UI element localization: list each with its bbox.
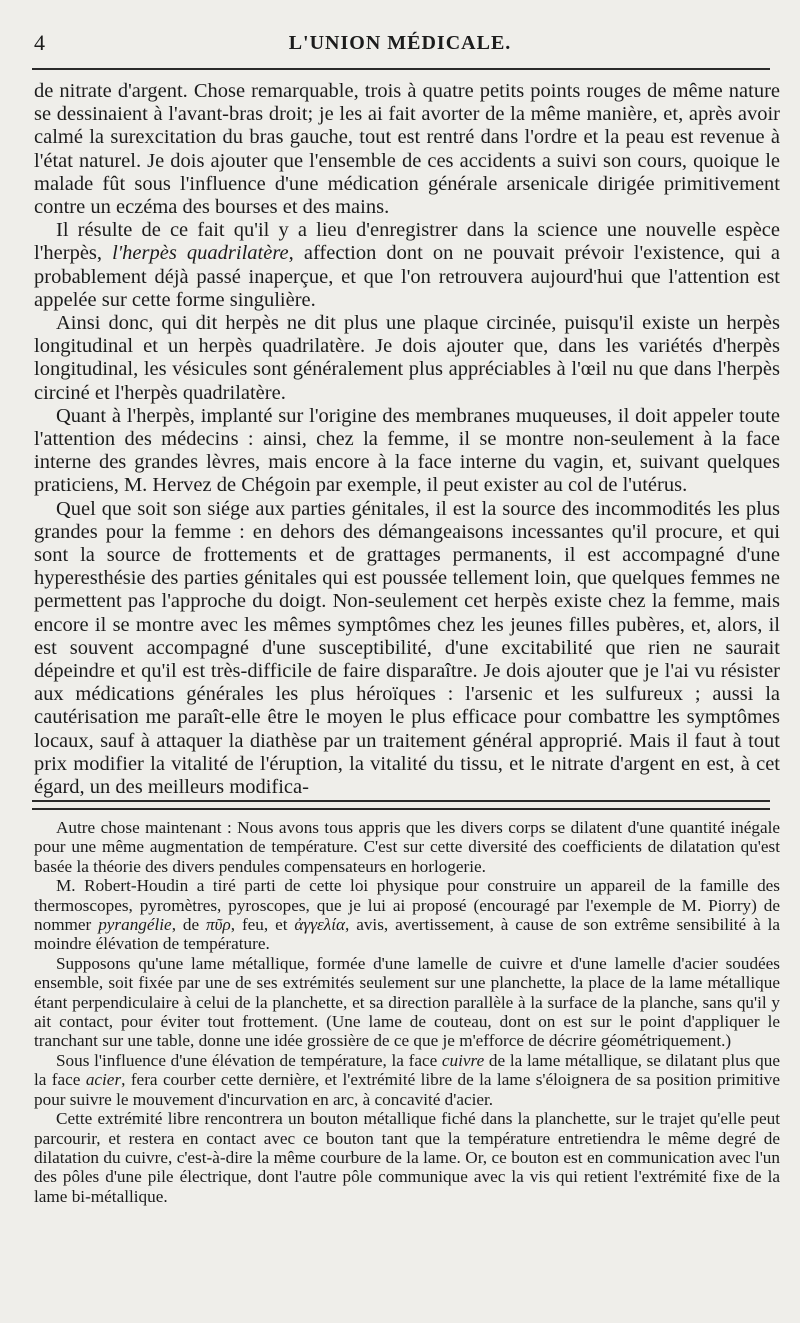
footnote-paragraph: Autre chose maintenant : Nous avons tous appris que les divers corps se dilatent d'une quantité inégale pour une même augmentation de température. C'est sur cette diversité des coefficients de dilatation qu'est basée la théorie des divers pendules compensateurs en horlogerie. <box>34 818 780 876</box>
text-run: , fera courber cette dernière, et l'extrémité libre de la lame s'éloignera de sa position primitive pour suivre le mouvement d'incurvation en arc, à concavité d'acier. <box>34 1070 780 1109</box>
page-number: 4 <box>34 30 45 55</box>
footnote-separator <box>32 800 770 810</box>
text-run: , avis, avertissement, à cause de son extrême sensibilité à la moindre élévation de température. <box>34 915 780 954</box>
greek-word: ἀγγελία <box>294 915 345 935</box>
page-header <box>34 30 766 60</box>
paragraph: de nitrate d'argent. Chose remarquable, trois à quatre petits points rouges de même nature se dessinaient à l'avant-bras droit; je les ai fait avorter de la même manière, et, après avoir calmé la surexcitation du bras gauche, tout est rentré dans l'ordre et la peau est revenue à l'état naturel. Je dois ajouter que l'ensemble de ces accidents a suivi son cours, quoique le malade fût sous l'influence d'une médication générale arsenicale dirigée primitivement contre un eczéma des bourses et des mains. <box>34 80 780 219</box>
paragraph: Quant à l'herpès, implanté sur l'origine des membranes muqueuses, il doit appeler toute l'attention des médecins : ainsi, chez la femme, il se montre non-seulement à la face interne des grandes lèvres, mais encore à la face interne du vagin, et, suivant quelques praticiens, M. Hervez de Chégoin par exemple, il peut exister au col de l'utérus. <box>34 404 780 497</box>
footnote-text <box>34 818 780 1206</box>
text-run: M. Robert-Houdin a tiré parti de cette loi physique pour construire un appareil de la famille des thermoscopes, pyromètres, pyroscopes, que je lui ai proposé (encouragé par l'exemple de M. Piorry) de nommer <box>34 876 780 935</box>
footnote-paragraph: Supposons qu'une lame métallique, formée d'une lamelle de cuivre et d'une lamelle d'acier soudées ensemble, soit fixée par une de ses extrémités seulement sur une planchette, la place de la lame métallique étant perpendiculaire à celui de la planchette, et sa direction parallèle à la surface de la planche, sans qu'il y ait contact, pour éviter tout frottement. (Une lame de couteau, dont on est sur le point d'appliquer le tranchant sur une table, donne une idée grossière de ce que je m'efforce de décrire géométriquement.) <box>34 953 780 1051</box>
text-run: , affection dont on ne pouvait prévoir l'existence, qui a probablement déjà passé inaperçue, et que l'on retrouvera aujourd'hui que l'attention est appelée sur cette forme singulière. <box>34 242 780 311</box>
text-run: Il résulte de ce fait qu'il y a lieu d'enregistrer dans la science une nouvelle espèce l'herpès, <box>34 219 780 265</box>
footnote-paragraph: Cette extrémité libre rencontrera un bouton métallique fiché dans la planchette, sur le trajet qu'elle peut parcourir, et restera en contact avec ce bouton tant que la température entretiendra le même degré de dilatation du cuivre, c'est-à-dire la même courbure de la lame. Or, ce bouton est en communication avec l'un des pôles d'une pile électrique, dont l'autre pôle communique avec la vis qui retient l'extrémité fixe de la lame bi-métallique. <box>34 1109 780 1206</box>
footnote-paragraph <box>34 1051 780 1109</box>
paragraph <box>34 219 780 312</box>
text-run: de la lame métallique, se dilatant plus que la face <box>34 1050 780 1090</box>
footnote-paragraph <box>34 876 780 954</box>
running-title: L'UNION MÉDICALE. <box>288 32 512 54</box>
text-run: , feu, et <box>230 915 295 935</box>
italic-term: acier <box>85 1070 122 1090</box>
text-run: Sous l'influence d'une élévation de température, la face <box>56 1050 442 1070</box>
main-text <box>34 80 780 799</box>
italic-term: l'herpès quadrilatère <box>112 242 289 265</box>
header-rule <box>32 68 770 70</box>
italic-term: cuivre <box>441 1050 485 1070</box>
greek-word: πῦρ <box>206 915 231 935</box>
paragraph: Quel que soit son siége aux parties génitales, il est la source des incommodités les plus grandes pour la femme : en dehors des démangeaisons incessantes qu'il procure, et qui sont la source de frottements et de grattages permanents, il est accompagné d'une hyperesthésie des parties génitales qui est poussée tellement loin, que quelques femmes ne permettent pas l'approche du doigt. Non-seulement cet herpès existe chez la femme, mais encore il se montre avec les mêmes symptômes chez les jeunes filles pubères, et, alors, il est souvent accompagné d'une susceptibilité, d'une excitabilité que rien ne saurait dépeindre et qu'il est très-difficile de faire disparaître. Je dois ajouter que je l'ai vu résister aux médications générales les plus héroïques : l'arsenic et les sulfureux ; aussi la cautérisation me paraît-elle être le moyen le plus efficace pour combattre les symptômes locaux, sauf à attaquer la diathèse par un traitement général approprié. Mais il faut à tout prix modifier la vitalité de l'éruption, la vitalité du tissu, et le nitrate d'argent en est, à cet égard, un des meilleurs modifica- <box>34 497 780 799</box>
italic-term: pyrangélie <box>98 915 172 935</box>
paragraph: Ainsi donc, qui dit herpès ne dit plus une plaque circinée, puisqu'il existe un herpès longitudinal et un herpès quadrilatère. Je dois ajouter que, dans les variétés d'herpès longitudinal, les vésicules sont généralement plus appréciables à l'œil nu que dans l'herpès circiné et l'herpès quadrilatère. <box>34 312 780 404</box>
text-run: , de <box>171 915 207 935</box>
